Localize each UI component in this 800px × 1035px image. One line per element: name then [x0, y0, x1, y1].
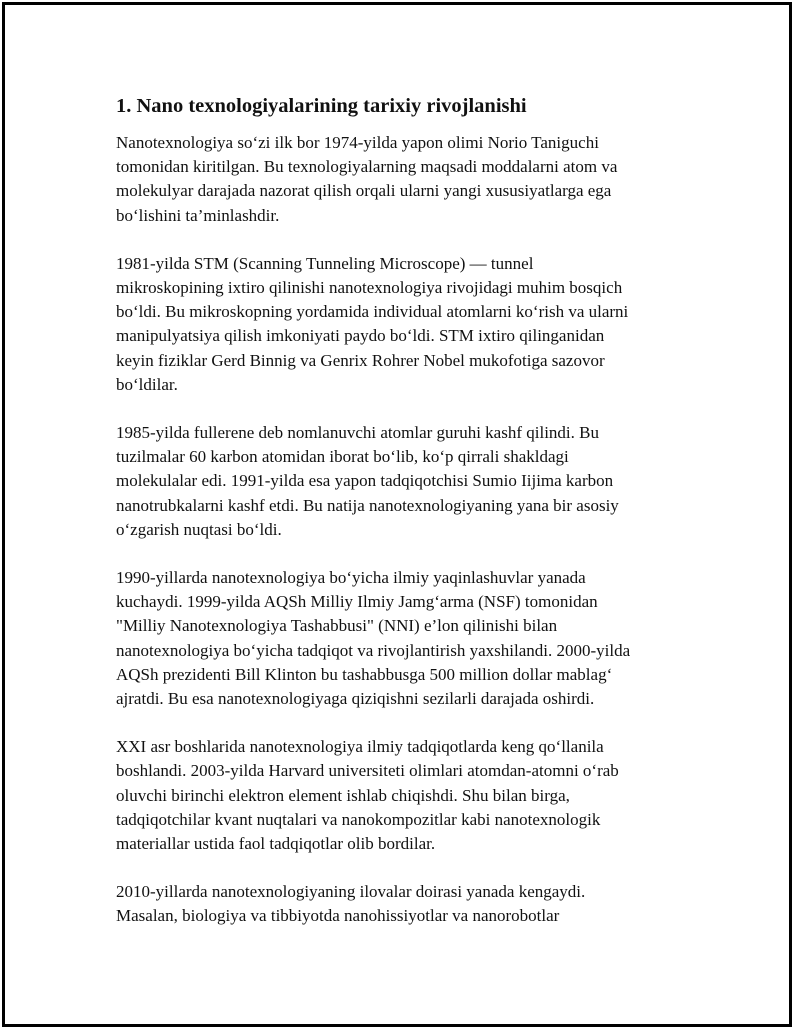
text-line: nanotrubkalarni kashf etdi. Bu natija nanotexnologiyaning yana bir asosiy	[116, 495, 619, 515]
paragraph-3	[116, 421, 696, 542]
text-line: materiallar ustida faol tadqiqotlar olib bordilar.	[116, 834, 436, 854]
section-heading: 1. Nano texnologiyalarining tarixiy rivojlanishi	[116, 95, 527, 117]
paragraph-1	[116, 131, 696, 228]
text-line: AQSh prezidenti Bill Klinton bu tashabbusga 500 million dollar mablag‘	[116, 664, 613, 684]
text-line: mikroskopining ixtiro qilinishi nanotexnologiya rivojidagi muhim bosqich	[116, 278, 623, 298]
text-line: keyin fiziklar Gerd Binnig va Genrix Rohrer Nobel mukofotiga sazovor	[116, 350, 605, 370]
text-line: 2010-yillarda nanotexnologiyaning ilovalar doirasi yanada kengaydi.	[116, 882, 586, 902]
text-line: kuchaydi. 1999-yilda AQSh Milliy Ilmiy Jamg‘arma (NSF) tomonidan	[116, 592, 598, 612]
text-line: boshlandi. 2003-yilda Harvard universiteti olimlari atomdan-atomni o‘rab	[116, 761, 619, 781]
text-line: manipulyatsiya qilish imkoniyati paydo bo‘ldi. STM ixtiro qilinganidan	[116, 326, 605, 346]
text-line: tuzilmalar 60 karbon atomidan iborat bo‘lib, ko‘p qirrali shakldagi	[116, 447, 569, 467]
paragraph-2	[116, 252, 696, 397]
text-line: bo‘lishini ta’minlashdir.	[116, 205, 280, 225]
text-line: XXI asr boshlarida nanotexnologiya ilmiy tadqiqotlarda keng qo‘llanila	[116, 737, 604, 757]
text-line: ajratdi. Bu esa nanotexnologiyaga qiziqishni sezilarli darajada oshirdi.	[116, 689, 595, 709]
paragraph-5	[116, 735, 696, 856]
text-line: "Milliy Nanotexnologiya Tashabbusi" (NNI) e’lon qilinishi bilan	[116, 616, 558, 636]
paragraph-4	[116, 566, 696, 711]
text-line: o‘zgarish nuqtasi bo‘ldi.	[116, 519, 282, 539]
text-line: Nanotexnologiya so‘zi ilk bor 1974-yilda yapon olimi Norio Taniguchi	[116, 133, 599, 152]
text-line: molekulalar edi. 1991-yilda esa yapon tadqiqotchisi Sumio Iijima karbon	[116, 471, 614, 491]
text-line: tomonidan kiritilgan. Bu texnologiyalarning maqsadi moddalarni atom va	[116, 157, 618, 177]
text-line: 1985-yilda fullerene deb nomlanuvchi atomlar guruhi kashf qilindi. Bu	[116, 423, 599, 443]
text-line: 1981-yilda STM (Scanning Tunneling Microscope) — tunnel	[116, 253, 534, 273]
text-line: bo‘ldilar.	[116, 374, 178, 394]
text-line: Masalan, biologiya va tibbiyotda nanohissiyotlar va nanorobotlar	[116, 906, 560, 926]
text-line: molekulyar darajada nazorat qilish orqali ularni yangi xususiyatlarga ega	[116, 181, 612, 201]
text-line: tadqiqotchilar kvant nuqtalari va nanokompozitlar kabi nanotexnologik	[116, 809, 601, 829]
text-line: 1990-yillarda nanotexnologiya bo‘yicha ilmiy yaqinlashuvlar yanada	[116, 568, 586, 588]
document-content	[116, 93, 696, 953]
text-line: bo‘ldi. Bu mikroskopning yordamida individual atomlarni ko‘rish va ularni	[116, 302, 629, 322]
text-line: oluvchi birinchi elektron element ishlab chiqishdi. Shu bilan birga,	[116, 785, 570, 805]
paragraph-6	[116, 880, 696, 928]
text-line: nanotexnologiya bo‘yicha tadqiqot va rivojlantirish yaxshilandi. 2000-yilda	[116, 640, 631, 660]
